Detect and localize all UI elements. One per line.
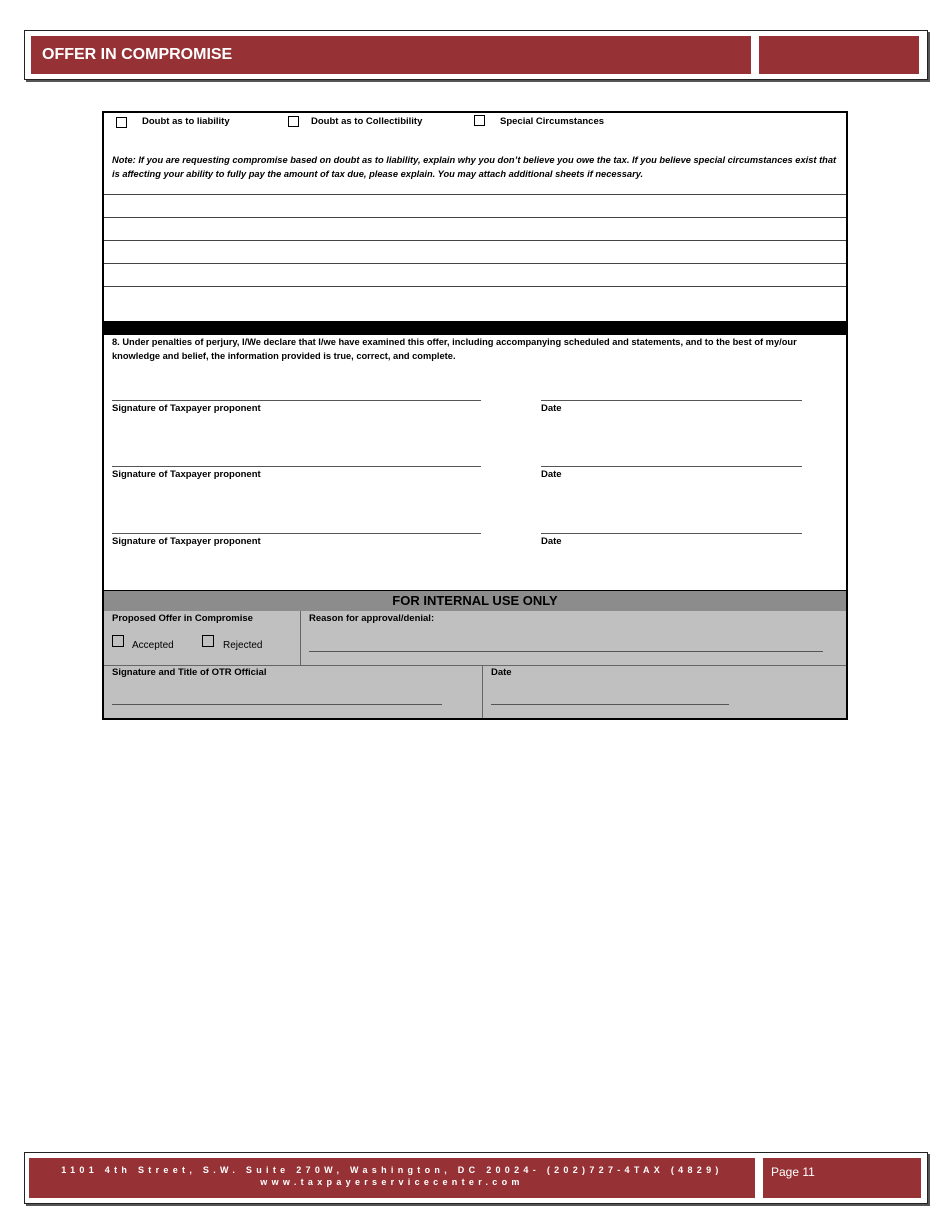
accepted-checkbox[interactable]: [112, 635, 124, 647]
signature-label-1: Signature of Taxpayer proponent: [112, 403, 261, 414]
date-line-1[interactable]: [541, 400, 802, 401]
page-number: Page 11: [763, 1158, 921, 1198]
page-footer: [24, 1152, 928, 1204]
internal-use-header: FOR INTERNAL USE ONLY: [104, 590, 846, 611]
signature-line-3[interactable]: [112, 533, 481, 534]
doubt-liability-checkbox[interactable]: [116, 117, 127, 128]
doubt-collectibility-label: Doubt as to Collectibility: [311, 116, 423, 127]
note-text: Note: If you are requesting compromise based on doubt as to liability, explain why you don’t believe you owe the tax. If you believe special circumstances exist that is affecting your ability to fully pay the amount of tax due, please explain. You may attach additional sheets if necessary.: [112, 155, 837, 179]
date-line-3[interactable]: [541, 533, 802, 534]
header-side-block: [759, 36, 919, 74]
page-title: OFFER IN COMPROMISE: [31, 36, 751, 74]
official-date-line[interactable]: [491, 704, 729, 705]
footer-website: www.taxpayerservicecenter.com: [260, 1177, 524, 1187]
column-divider: [300, 611, 301, 665]
doubt-liability-label: Doubt as to liability: [142, 116, 230, 127]
perjury-declaration: 8. Under penalties of perjury, I/We declare that I/we have examined this offer, including accompanying scheduled and statements, and to the best of my/our knowledge and belief, the information provided is true, correct, and complete.: [112, 337, 797, 361]
proposed-offer-label: Proposed Offer in Compromise: [112, 613, 253, 624]
doubt-collectibility-checkbox[interactable]: [288, 116, 299, 127]
signature-line-1[interactable]: [112, 400, 481, 401]
signature-line-2[interactable]: [112, 466, 481, 467]
accepted-label: Accepted: [132, 640, 174, 651]
date-label-3: Date: [541, 536, 562, 547]
footer-contact: [29, 1158, 755, 1198]
offer-form: [102, 111, 848, 720]
special-circumstances-label: Special Circumstances: [500, 116, 605, 127]
date-label-2: Date: [541, 469, 562, 480]
footer-address: 1101 4th Street, S.W. Suite 270W, Washington, DC 20024- (202)727-4TAX (4829): [61, 1165, 723, 1175]
page-header: [24, 30, 928, 80]
signature-label-3: Signature of Taxpayer proponent: [112, 536, 261, 547]
row-divider: [104, 665, 846, 666]
official-signature-line[interactable]: [112, 704, 442, 705]
reason-line[interactable]: [309, 651, 823, 652]
section-divider: [104, 321, 846, 335]
column-divider: [482, 666, 483, 718]
signature-label-2: Signature of Taxpayer proponent: [112, 469, 261, 480]
date-line-2[interactable]: [541, 466, 802, 467]
date-label-1: Date: [541, 403, 562, 414]
official-signature-label: Signature and Title of OTR Official: [112, 667, 267, 678]
reason-label: Reason for approval/denial:: [309, 613, 435, 624]
rejected-checkbox[interactable]: [202, 635, 214, 647]
special-circumstances-checkbox[interactable]: [474, 115, 485, 126]
official-date-label: Date: [491, 667, 512, 678]
rejected-label: Rejected: [223, 640, 263, 651]
explanation-area[interactable]: [104, 195, 846, 320]
